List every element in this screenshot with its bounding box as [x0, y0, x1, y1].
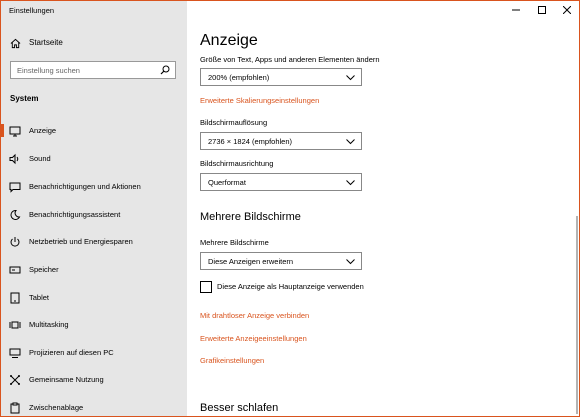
scale-dropdown[interactable] [200, 68, 362, 86]
sidebar-item-netzbetrieb[interactable] [1, 230, 187, 254]
home-nav-item[interactable] [1, 35, 187, 53]
sidebar-item-multitasking[interactable] [1, 313, 187, 337]
orientation-dropdown[interactable] [200, 173, 362, 191]
multiple-displays-heading: Mehrere Bildschirme [200, 211, 301, 223]
sidebar-item-label: Sound [29, 154, 51, 163]
advanced-display-settings-link[interactable]: Erweiterte Anzeigeeinstellungen [200, 334, 307, 343]
monitor-icon [9, 125, 21, 137]
sidebar-item-label: Tablet [29, 293, 50, 302]
multitasking-icon [9, 319, 21, 331]
multiple-displays-value: Diese Anzeigen erweitern [208, 257, 294, 266]
advanced-scaling-link[interactable]: Erweiterte Skalierungseinstellungen [200, 96, 320, 105]
chevron-down-icon [346, 179, 355, 186]
sidebar [1, 1, 187, 417]
sidebar-item-tablet[interactable] [1, 286, 187, 310]
message-icon [9, 181, 21, 193]
share-icon [9, 374, 21, 386]
main-display-checkbox-label[interactable]: Diese Anzeige als Hauptanzeige verwenden [217, 282, 364, 291]
chevron-down-icon [346, 258, 355, 265]
sidebar-item-label: Multitasking [29, 320, 69, 329]
multiple-displays-dropdown[interactable] [200, 252, 362, 270]
resolution-value: 2736 × 1824 (empfohlen) [208, 137, 293, 146]
storage-icon [9, 264, 21, 276]
orientation-label: Bildschirmausrichtung [200, 159, 274, 168]
graphics-settings-link[interactable]: Grafikeinstellungen [200, 356, 265, 365]
minimize-button[interactable] [503, 1, 529, 19]
scale-value: 200% (empfohlen) [208, 73, 270, 82]
moon-icon [9, 209, 21, 221]
sidebar-item-label: Projizieren auf diesen PC [29, 348, 114, 357]
sidebar-item-label: Netzbetrieb und Energiesparen [29, 237, 133, 246]
sidebar-item-benachrichtigungsassistent[interactable] [1, 203, 187, 227]
page-title: Anzeige [200, 32, 258, 49]
orientation-value: Querformat [208, 178, 246, 187]
sidebar-item-label: Anzeige [29, 126, 57, 135]
resolution-label: Bildschirmauflösung [200, 118, 268, 127]
speaker-icon [9, 153, 21, 165]
sidebar-item-label: Benachrichtigungsassistent [29, 210, 121, 219]
projector-icon [9, 347, 21, 359]
sidebar-item-anzeige[interactable] [1, 119, 187, 143]
window-title: Einstellungen [9, 6, 55, 15]
sidebar-item-label: Zwischenablage [29, 403, 84, 412]
sidebar-item-zwischenablage[interactable] [1, 396, 187, 417]
clipboard-icon [9, 402, 21, 414]
scrollbar[interactable] [576, 216, 578, 414]
sidebar-item-label: Benachrichtigungen und Aktionen [29, 182, 141, 191]
tablet-icon [9, 292, 21, 304]
sidebar-item-sound[interactable] [1, 147, 187, 171]
sidebar-item-projizieren[interactable] [1, 341, 187, 365]
search-box[interactable] [10, 61, 176, 79]
maximize-button[interactable] [529, 1, 555, 19]
sleep-heading: Besser schlafen [200, 402, 279, 414]
sidebar-item-label: Gemeinsame Nutzung [29, 375, 104, 384]
resolution-dropdown[interactable] [200, 132, 362, 150]
main-display-checkbox[interactable] [200, 281, 212, 293]
chevron-down-icon [346, 138, 355, 145]
multiple-displays-label: Mehrere Bildschirme [200, 238, 269, 247]
maximize-icon [538, 6, 546, 14]
search-input[interactable] [11, 62, 159, 78]
home-label: Startseite [29, 38, 63, 47]
minimize-icon [512, 6, 520, 14]
wireless-display-link[interactable]: Mit drahtloser Anzeige verbinden [200, 311, 310, 320]
power-icon [9, 236, 21, 248]
close-icon [563, 6, 571, 14]
sidebar-item-benachrichtigungen[interactable] [1, 175, 187, 199]
close-button[interactable] [554, 1, 580, 19]
scale-label: Größe von Text, Apps und anderen Elementen ändern [200, 55, 380, 64]
sidebar-item-speicher[interactable] [1, 258, 187, 282]
section-label-system: System [10, 94, 39, 103]
chevron-down-icon [346, 74, 355, 81]
home-icon [10, 38, 21, 49]
search-icon[interactable] [160, 65, 170, 75]
sidebar-item-gemeinsame-nutzung[interactable] [1, 368, 187, 392]
sidebar-item-label: Speicher [29, 265, 59, 274]
